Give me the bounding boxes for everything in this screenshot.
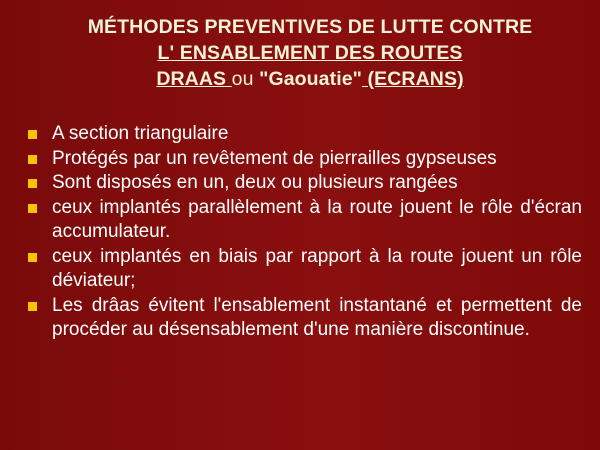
square-bullet-icon [28,130,37,139]
title-ou: ou [231,68,260,90]
title-gaouatie: "Gaouatie" [259,68,363,90]
bullet-item [26,122,582,147]
bullet-text: ceux implantés parallèlement à la route jouent le rôle d'écran accumulateur. [52,196,582,242]
bullet-item [26,245,582,294]
bullet-item [26,171,582,196]
title-line-2: L' ENSABLEMENT DES ROUTES [157,42,463,64]
bullet-text: ceux implantés en biais par rapport à la route jouent un rôle déviateur; [52,245,582,291]
square-bullet-icon [28,155,37,164]
bullet-text: A section triangulaire [52,123,229,144]
title-draas: DRAAS [156,68,232,90]
slide-title [40,14,580,92]
title-ecrans: (ECRANS) [362,68,464,90]
bullet-text: Les drâas évitent l'ensablement instantané et permettent de procéder au désensablement d'une manière discontinue. [52,294,582,340]
bullet-item [26,147,582,172]
bullet-item [26,294,582,343]
square-bullet-icon [28,204,37,213]
bullet-list [26,122,582,343]
bullet-item [26,196,582,245]
bullet-text: Sont disposés en un, deux ou plusieurs rangées [52,172,458,193]
title-line-1: MÉTHODES PREVENTIVES DE LUTTE CONTRE [87,16,533,38]
square-bullet-icon [28,253,37,262]
bullet-text: Protégés par un revêtement de pierrailles gypseuses [52,147,497,169]
square-bullet-icon [28,179,37,188]
title-line-3 [40,66,580,92]
square-bullet-icon [28,302,37,311]
